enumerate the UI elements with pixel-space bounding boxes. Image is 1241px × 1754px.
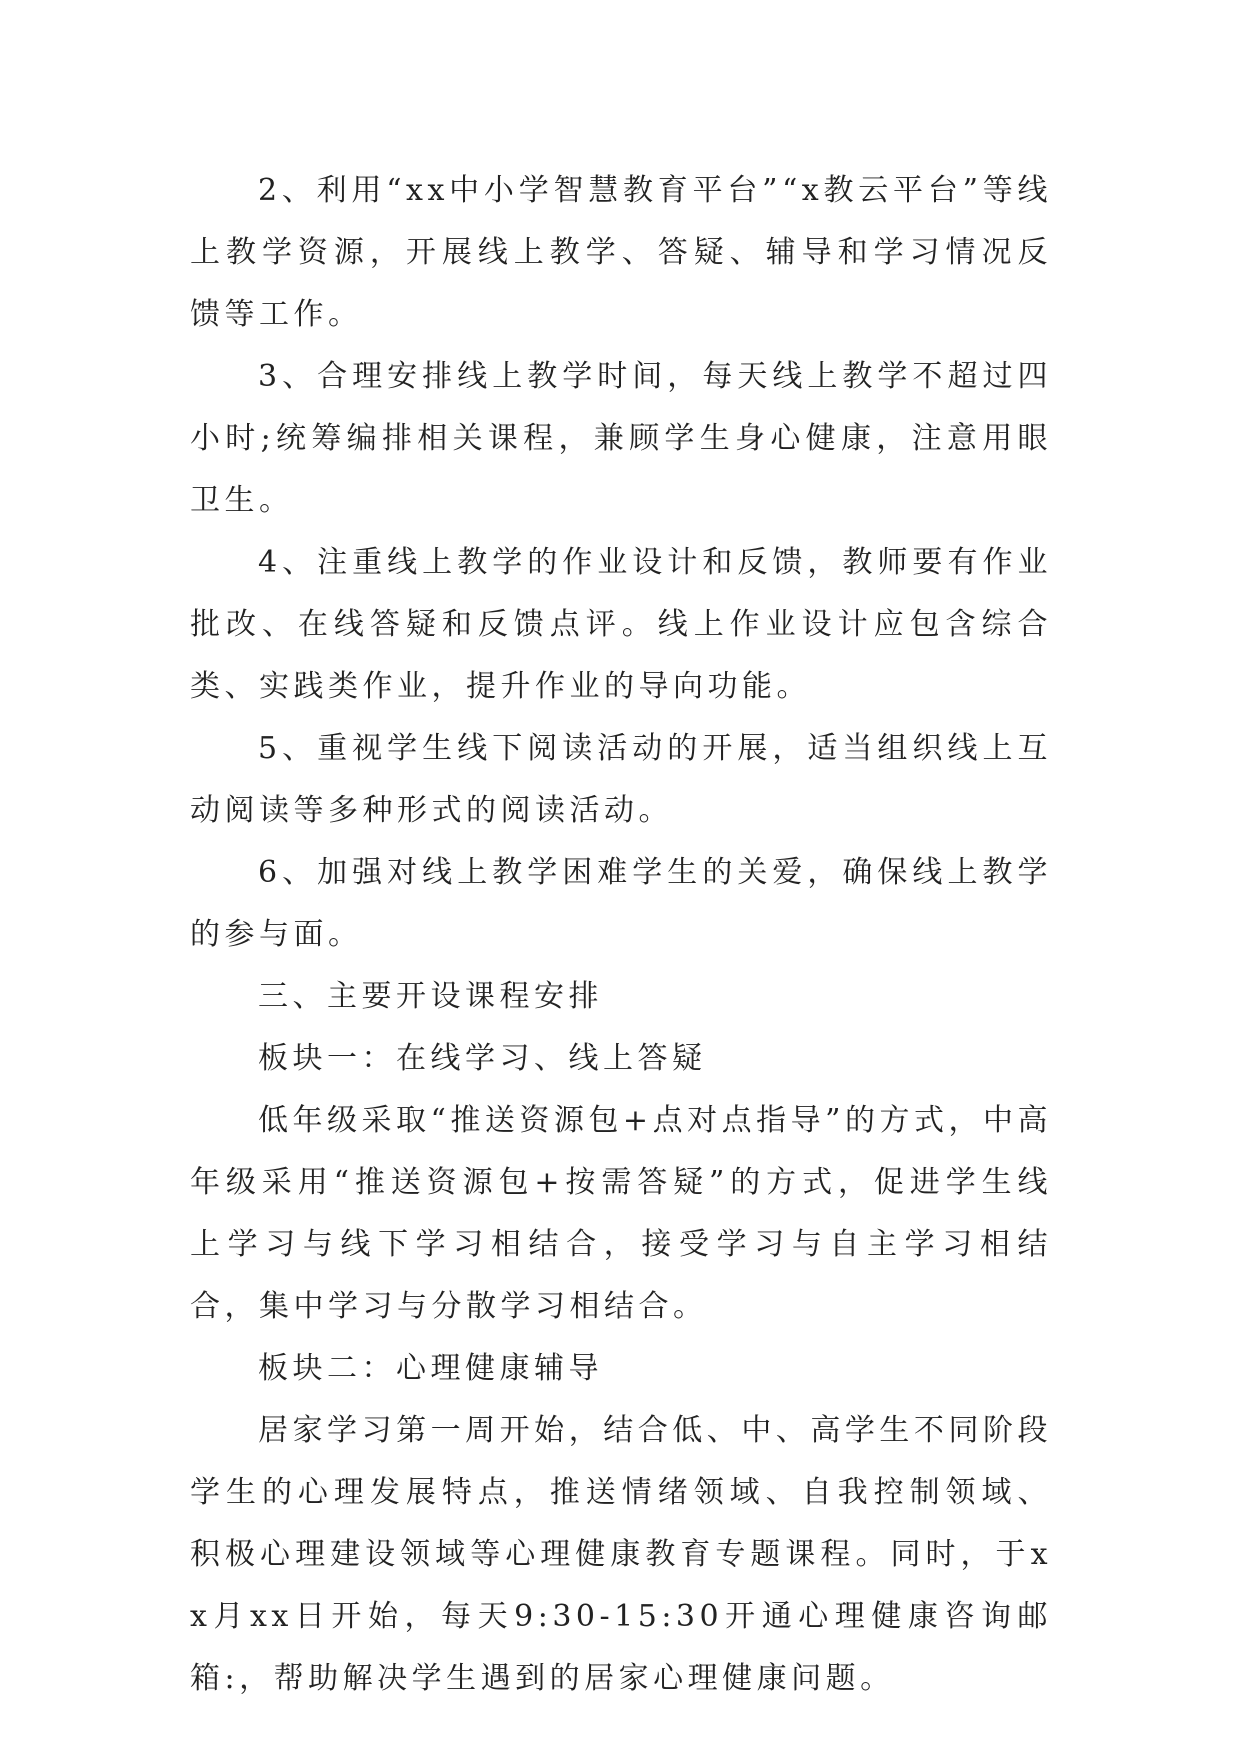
paragraph-item-5: 5、重视学生线下阅读活动的开展，适当组织线上互动阅读等多种形式的阅读活动。 (190, 731, 1052, 828)
block-one-text: 低年级采取“推送资源包+点对点指导”的方式，中高年级采用“推送资源包+按需答疑”的方式，促进学生线上学习与线下学习相结合，接受学习与自主学习相结合，集中学习与分散学习相结合。 (190, 1103, 1052, 1324)
document-body (190, 160, 1052, 1710)
paragraph-item-3: 3、合理安排线上教学时间，每天线上教学不超过四小时;统筹编排相关课程，兼顾学生身心健康，注意用眼卫生。 (190, 359, 1052, 518)
section-heading: 三、主要开设课程安排 (258, 979, 603, 1014)
block-one-heading: 板块一：在线学习、线上答疑 (258, 1041, 707, 1076)
block-two-text: 居家学习第一周开始，结合低、中、高学生不同阶段学生的心理发展特点，推送情绪领域、自我控制领域、积极心理建设领域等心理健康教育专题课程。同时，于xx月xx日开始，每天9:30-15:30开通心理健康咨询邮箱:，帮助解决学生遇到的居家心理健康问题。 (190, 1413, 1052, 1696)
paragraph-item-4: 4、注重线上教学的作业设计和反馈，教师要有作业批改、在线答疑和反馈点评。线上作业设计应包含综合类、实践类作业，提升作业的导向功能。 (190, 545, 1052, 704)
paragraph-item-6: 6、加强对线上教学困难学生的关爱，确保线上教学的参与面。 (190, 855, 1052, 952)
paragraph-item-2: 2、利用“xx中小学智慧教育平台”“x教云平台”等线上教学资源，开展线上教学、答疑、辅导和学习情况反馈等工作。 (190, 173, 1052, 332)
block-two-heading: 板块二：心理健康辅导 (258, 1351, 603, 1386)
